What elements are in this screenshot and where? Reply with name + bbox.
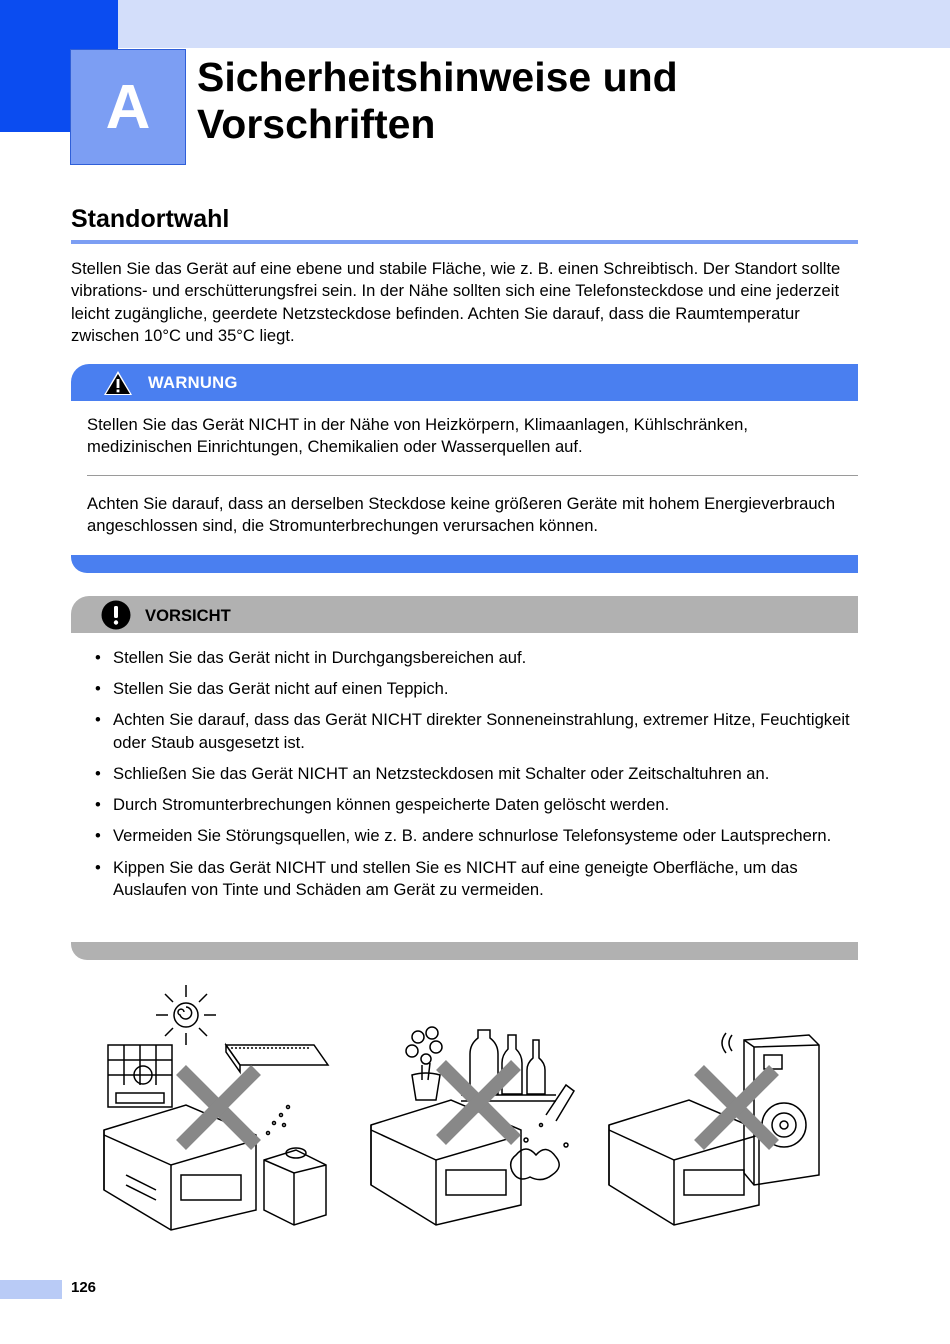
illustration-heat-sources: [96, 975, 346, 1235]
list-item: • Vermeiden Sie Störungsquellen, wie z. B. andere schnurlose Telefonsysteme oder Lautsprechern.: [92, 825, 852, 847]
cross-icon: [441, 1065, 516, 1140]
illustration-speaker: [604, 975, 834, 1235]
warning-paragraph-1: Stellen Sie das Gerät NICHT in der Nähe von Heizkörpern, Klimaanlagen, Kühlschränken, medizinischen Einrichtungen, Chemikalien oder Wasserquellen auf.: [87, 415, 749, 457]
list-item: • Achten Sie darauf, dass das Gerät NICHT direkter Sonneneinstrahlung, extremer Hitze, Feuchtigkeit oder Staub ausgesetzt ist.: [92, 709, 852, 754]
chapter-letter-box: [70, 49, 186, 165]
list-item: • Kippen Sie das Gerät NICHT und stellen Sie es NICHT auf eine geneigte Oberfläche, um das Auslaufen von Tinte und Schäden am Gerät zu vermeiden.: [92, 857, 852, 902]
warning-divider: [87, 475, 858, 476]
caution-label: VORSICHT: [145, 606, 231, 625]
warning-label: WARNUNG: [148, 373, 238, 392]
exclamation-circle-icon: [101, 600, 131, 630]
caution-footer-bar: [71, 942, 858, 960]
chapter-title: [197, 54, 917, 148]
warning-triangle-icon: [103, 370, 133, 396]
flower-vase-icon: [406, 1027, 442, 1100]
printer-icon: [609, 1100, 759, 1225]
list-item: • Stellen Sie das Gerät nicht in Durchgangsbereichen auf.: [92, 647, 852, 669]
header-band: [118, 0, 950, 48]
sun-icon: [156, 985, 216, 1045]
air-conditioner-icon: [226, 1045, 328, 1072]
humidifier-icon: [264, 1106, 326, 1226]
list-item: • Durch Stromunterbrechungen können gespeicherte Daten gelöscht werden.: [92, 794, 852, 816]
water-splash-icon: [511, 1085, 574, 1180]
heater-icon: [108, 1045, 172, 1107]
warning-header: [71, 364, 858, 401]
warning-paragraph-2: Achten Sie darauf, dass an derselben Steckdose keine größeren Geräte mit hohem Energieverbrauch angeschlossen sind, die Stromunterbrechungen verursachen können.: [87, 494, 836, 536]
page-tab: [0, 1280, 62, 1299]
warning-footer-bar: [71, 555, 858, 573]
list-item: • Stellen Sie das Gerät nicht auf einen Teppich.: [92, 678, 852, 700]
intro-paragraph: Stellen Sie das Gerät auf eine ebene und stabile Fläche, wie z. B. einen Schreibtisch. Der Standort sollte vibrations- und erschütterungsfrei sein. In der Nähe sollten sich eine Telefonsteckdose und eine jederzeit leicht zugängliche, geerdete Netzsteckdose befinden. Achten Sie darauf, dass die Raumtemperatur zwischen 10°C und 35°C liegt.: [71, 259, 841, 346]
section-heading: Standortwahl: [71, 205, 230, 233]
illustration-water-chemicals: [366, 975, 586, 1235]
caution-list: [92, 647, 852, 910]
caution-header: [71, 596, 858, 633]
cross-icon: [699, 1070, 774, 1145]
section-rule: [71, 240, 858, 244]
list-item: • Schließen Sie das Gerät NICHT an Netzsteckdosen mit Schalter oder Zeitschaltuhren an.: [92, 763, 852, 785]
chapter-title-line1: Sicherheitshinweise und: [197, 54, 678, 100]
chapter-title-line2: Vorschriften: [197, 101, 436, 147]
page-number: 126: [71, 1279, 97, 1296]
chapter-letter: A: [105, 72, 151, 142]
